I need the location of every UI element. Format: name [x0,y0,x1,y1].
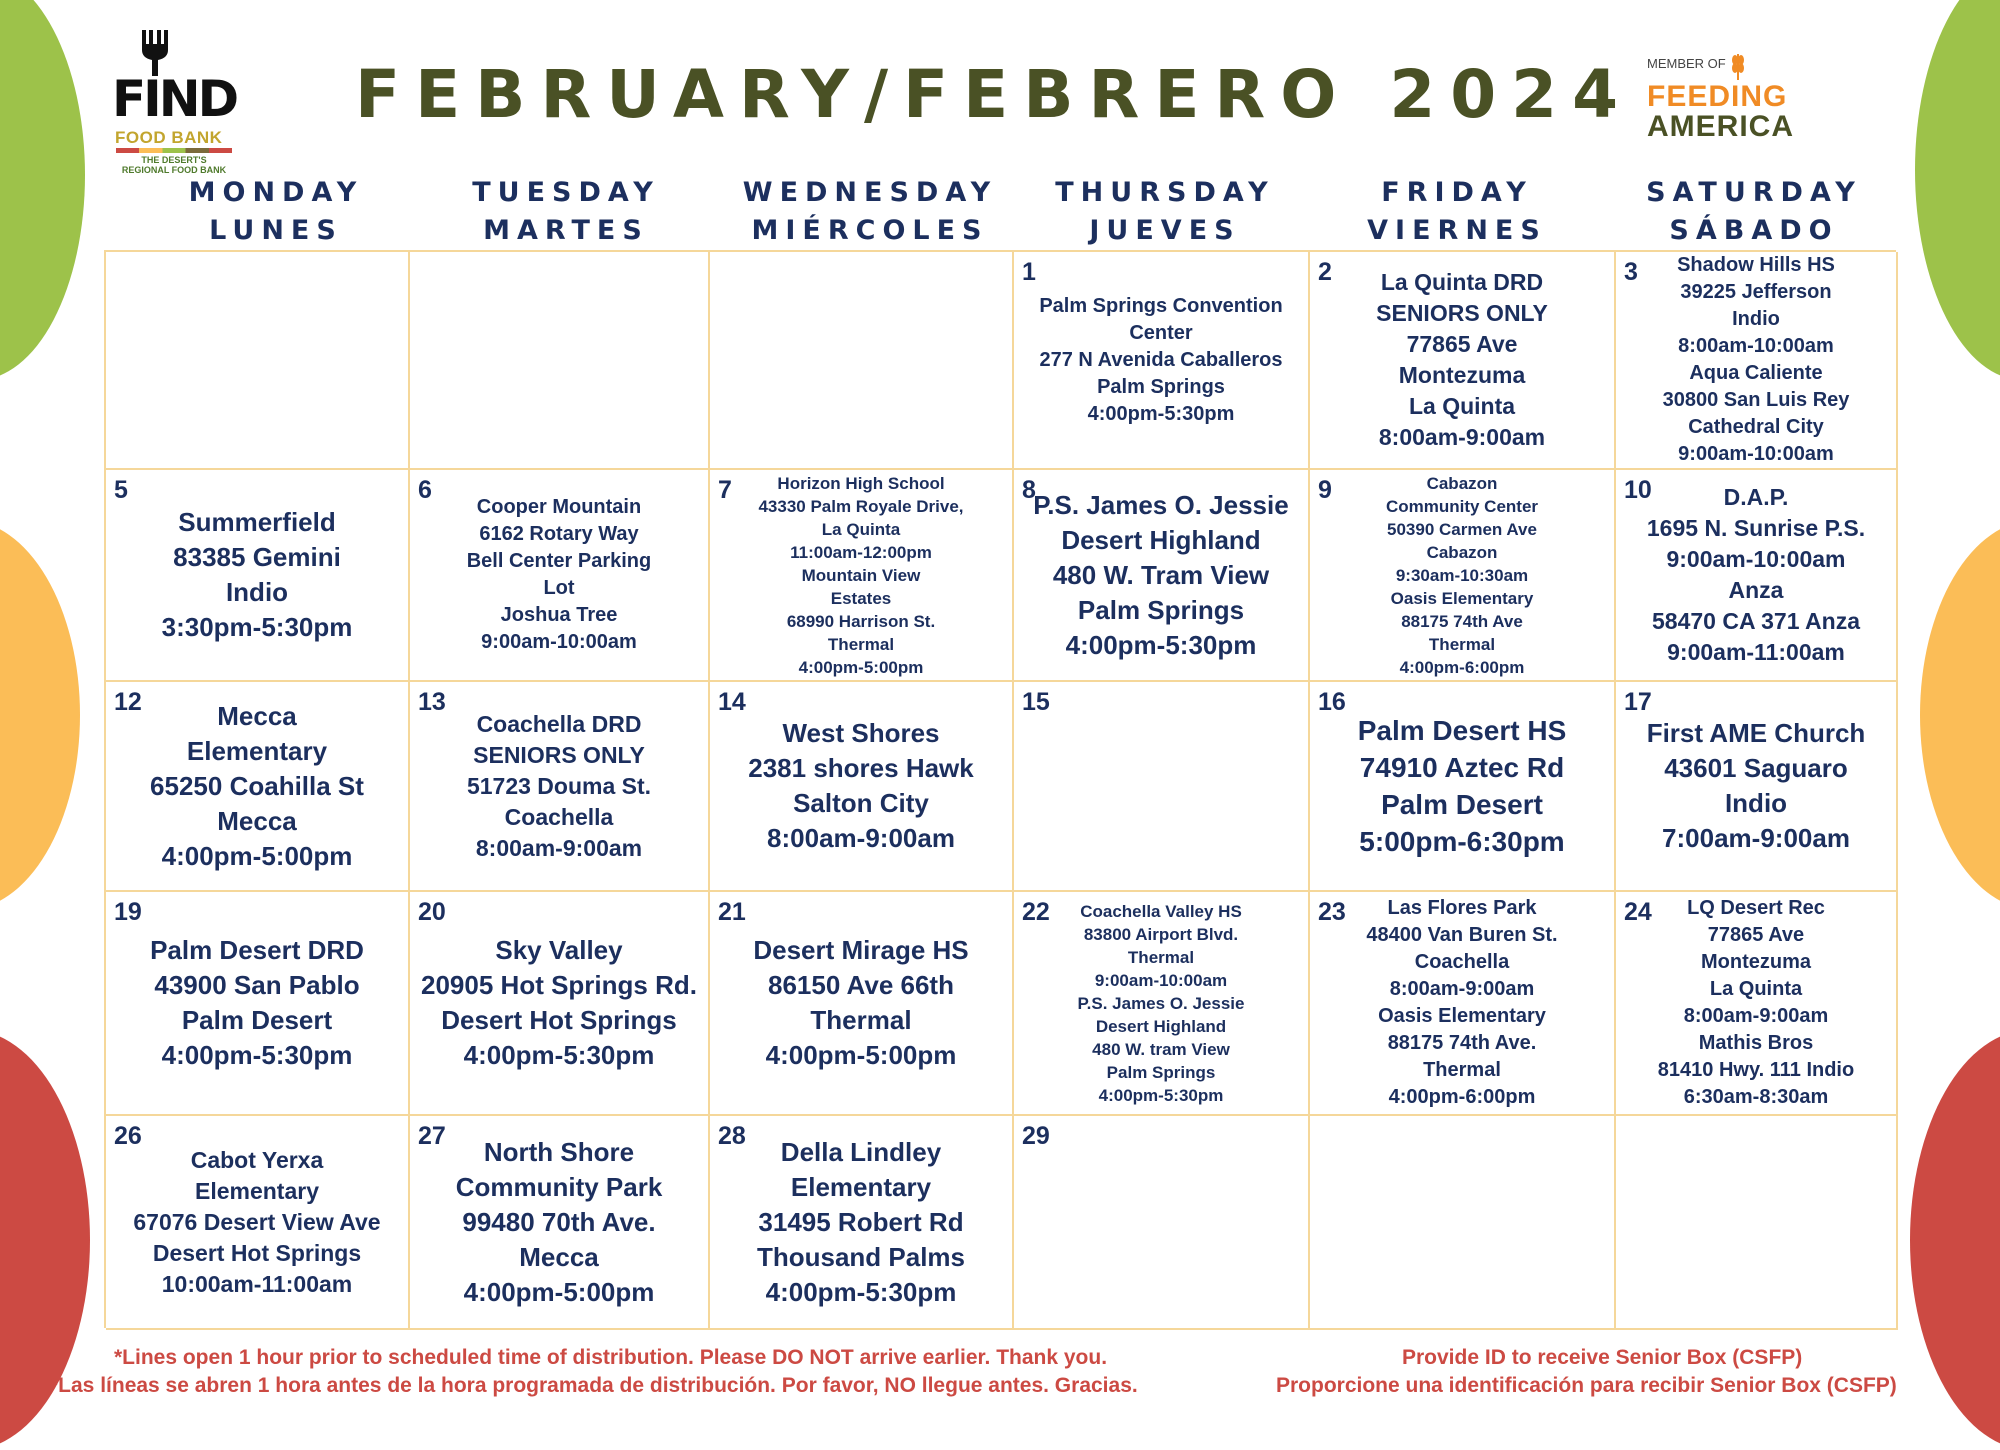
day-name-spanish: VIERNES [1367,215,1547,246]
day-name-spanish: LUNES [209,215,343,246]
detail-line: 8:00am-10:00am [1678,335,1834,357]
footer-note-english: *Lines open 1 hour prior to scheduled time of distribution. Please DO NOT arrive earlier. Thank you. [114,1346,1108,1369]
detail-line: Montezuma [1398,362,1526,388]
detail-line: Cooper Mountain [476,496,642,518]
detail-line: Thermal [1423,1059,1501,1081]
detail-line: Lot [543,577,575,599]
detail-line: Aqua Caliente [1689,362,1823,384]
detail-line: Elementary [790,1171,932,1202]
calendar-cell [710,682,1014,892]
detail-line: North Shore [483,1136,635,1167]
detail-line: Mecca [217,700,297,731]
detail-line: 86150 Ave 66th [768,970,954,1000]
detail-line: Palm Desert DRD [150,935,364,965]
day-header-monday [116,174,436,250]
detail-line: 9:00am-11:00am [1667,639,1845,665]
day-name-english: TUESDAY [472,177,660,208]
calendar-cell [1014,682,1310,892]
detail-line: D.A.P. [1723,484,1789,510]
detail-line: 4:00pm-5:30pm [1098,1085,1224,1105]
detail-line: 3:30pm-5:30pm [161,612,353,642]
calendar-cell [710,252,1014,470]
distribution-details [1310,892,1614,1114]
day-name-english: SATURDAY [1646,177,1862,208]
calendar-cell [410,682,710,892]
detail-line: Mecca [217,805,297,836]
detail-line: La Quinta [1709,978,1803,1000]
distribution-details [1616,892,1896,1114]
calendar-cell [106,1116,410,1330]
detail-line: 7:00am-9:00am [1662,823,1850,853]
day-name-english: FRIDAY [1381,177,1533,208]
detail-line: 4:00pm-5:00pm [798,657,924,677]
detail-line: 4:00pm-5:00pm [765,1040,957,1070]
detail-line: Desert Highland [1061,524,1261,555]
day-number: 1 [1022,258,1036,286]
distribution-details [1616,252,1896,468]
feeding-wordmark: FEEDING [1647,80,1788,113]
day-name-spanish: MARTES [483,215,649,246]
logo-color-stripe [116,148,232,153]
day-number: 29 [1022,1122,1050,1150]
detail-line: Salton City [793,788,929,818]
calendar-cell [410,252,710,470]
detail-line: 20905 Hot Springs Rd. [421,970,697,1000]
day-number: 13 [418,688,446,716]
detail-line: 8:00am-9:00am [767,823,955,853]
distribution-details [410,892,708,1114]
feeding-america-logo [1645,52,1805,142]
detail-line: 4:00pm-5:30pm [765,1276,957,1307]
detail-line: 11:00am-12:00pm [790,542,932,562]
decor-circle-green-left [0,0,85,380]
detail-line: Indio [1724,788,1788,818]
detail-line: 48400 Van Buren St. [1366,924,1558,946]
detail-line: Desert Hot Springs [152,1239,362,1266]
detail-line: Della Lindley [780,1136,942,1167]
detail-line: Palm Desert [1381,789,1543,820]
detail-line: 77865 Ave [1406,331,1518,357]
detail-line: 4:00pm-6:00pm [1388,1086,1536,1108]
detail-line: 6:30am-8:30am [1683,1086,1829,1108]
day-number: 14 [718,688,746,716]
detail-line: 88175 74th Ave [1401,611,1523,631]
distribution-details [1310,252,1614,468]
distribution-details [1014,252,1308,468]
detail-line: 10:00am-11:00am [161,1270,353,1297]
detail-line: First AME Church [1646,718,1866,748]
calendar-cell [710,470,1014,682]
day-number: 17 [1624,688,1652,716]
logo-tagline: THE DESERT'S REGIONAL FOOD BANK [121,155,227,175]
calendar-cell [1310,470,1616,682]
detail-line: Thermal [1428,634,1496,654]
detail-line: Mountain View [801,565,921,585]
detail-line: 9:00am-10:00am [1666,546,1846,572]
distribution-details [106,892,408,1114]
detail-line: Elementary [186,735,328,766]
detail-line: Montezuma [1701,951,1811,973]
calendar-cell [1616,1116,1898,1330]
detail-line: West Shores [782,718,940,748]
detail-line: Center [1129,321,1193,344]
detail-line: 5:00pm-6:30pm [1359,826,1565,857]
calendar-cell [1310,892,1616,1116]
day-number: 21 [718,898,746,926]
detail-line: Thousand Palms [756,1241,966,1272]
detail-line: Sky Valley [495,935,623,965]
decor-circle-green-right [1915,0,2000,380]
detail-line: 8:00am-9:00am [475,834,643,861]
detail-line: Las Flores Park [1387,897,1537,919]
detail-line: LQ Desert Rec [1687,897,1825,919]
detail-line: SENIORS ONLY [1376,300,1548,326]
wheat-icon [1730,52,1746,80]
day-header-thursday [1005,174,1325,250]
calendar-cell [1014,892,1310,1116]
detail-line: Coachella Valley HS [1080,901,1242,921]
detail-line: 43900 San Pablo [154,970,360,1000]
calendar-cell [106,682,410,892]
detail-line: 77865 Ave [1707,924,1805,946]
distribution-details [410,470,708,680]
calendar-cell [1014,252,1310,470]
detail-line: P.S. James O. Jessie [1033,489,1289,520]
day-number: 16 [1318,688,1346,716]
detail-line: 4:00pm-6:00pm [1399,657,1525,677]
day-number: 20 [418,898,446,926]
detail-line: 58470 CA 371 Anza [1652,608,1860,634]
detail-line: 277 N Avenida Caballeros [1039,348,1283,371]
day-number: 26 [114,1122,142,1150]
distribution-details [410,682,708,890]
detail-line: Desert Highland [1095,1016,1227,1036]
calendar-cell [1014,1116,1310,1330]
day-header-saturday [1594,174,1914,250]
detail-line: Joshua Tree [500,604,618,626]
distribution-details [106,470,408,680]
calendar-grid [104,250,1896,1328]
detail-line: Thermal [810,1005,912,1035]
detail-line: Palm Desert [181,1005,333,1035]
detail-line: 4:00pm-5:00pm [463,1276,655,1307]
day-number: 27 [418,1122,446,1150]
detail-line: 2381 shores Hawk [748,753,974,783]
distribution-details [1616,682,1896,890]
day-number: 5 [114,476,128,504]
day-number: 9 [1318,476,1332,504]
detail-line: 6162 Rotary Way [479,523,639,545]
detail-line: 65250 Coahilla St [150,770,364,801]
distribution-details [710,1116,1012,1328]
detail-line: Indio [1732,308,1780,330]
detail-line: Thermal [827,634,895,654]
calendar-cell [1014,470,1310,682]
detail-line: 99480 70th Ave. [462,1206,656,1237]
detail-line: 9:00am-10:00am [1678,443,1834,465]
detail-line: 83800 Airport Blvd. [1083,924,1239,944]
calendar-cell [106,892,410,1116]
calendar-cell [1310,682,1616,892]
detail-line: Indio [225,577,289,607]
calendar-cell [710,892,1014,1116]
detail-line: Oasis Elementary [1378,1005,1546,1027]
distribution-details [410,1116,708,1328]
detail-line: La Quinta DRD [1380,269,1544,295]
distribution-details [1616,470,1896,680]
detail-line: Mathis Bros [1698,1032,1814,1054]
detail-line: Horizon High School [777,473,945,493]
detail-line: Cabazon [1426,542,1498,562]
calendar-cell [410,470,710,682]
detail-line: 74910 Aztec Rd [1359,752,1565,783]
detail-line: Coachella DRD [476,710,642,737]
detail-line: 8:00am-9:00am [1389,978,1535,1000]
detail-line: 1695 N. Sunrise P.S. [1646,515,1866,541]
calendar-cell [1616,252,1898,470]
detail-line: 8:00am-9:00am [1378,424,1546,450]
page-title: FEBRUARY/FEBRERO 2024 [355,56,1634,133]
detail-line: La Quinta [1408,393,1516,419]
detail-line: 480 W. Tram View [1052,559,1270,590]
detail-line: 43601 Saguaro [1664,753,1848,783]
detail-line: 9:00am-10:00am [1094,970,1228,990]
day-number: 28 [718,1122,746,1150]
detail-line: La Quinta [821,519,901,539]
detail-line: 68990 Harrison St. [786,611,936,631]
detail-line: 31495 Robert Rd [758,1206,964,1237]
distribution-details [710,892,1012,1114]
member-of-label: MEMBER OF [1647,56,1726,71]
detail-line: Thermal [1127,947,1195,967]
detail-line: Palm Springs Convention [1039,294,1283,317]
calendar-cell [1616,470,1898,682]
footer-id-spanish: Proporcione una identificación para recibir Senior Box (CSFP) [1276,1374,1897,1397]
detail-line: 480 W. tram View [1092,1039,1230,1059]
find-wordmark: FIND [112,70,237,128]
detail-line: 83385 Gemini [173,542,341,572]
day-header-friday [1297,174,1617,250]
detail-line: Community Park [455,1171,663,1202]
food-bank-wordmark: FOOD BANK [115,128,223,147]
detail-line: 4:00pm-5:00pm [161,840,353,871]
distribution-details [1014,892,1308,1114]
day-name-english: THURSDAY [1055,177,1275,208]
day-header-wednesday [710,174,1030,250]
calendar-cell [1310,1116,1616,1330]
distribution-details [710,470,1012,680]
day-number: 22 [1022,898,1050,926]
detail-line: Elementary [194,1177,319,1204]
day-number: 24 [1624,898,1652,926]
detail-line: Desert Mirage HS [753,935,969,965]
detail-line: Anza [1728,577,1784,603]
detail-line: Summerfield [178,507,336,537]
detail-line: Estates [830,588,892,608]
detail-line: Cathedral City [1688,416,1824,438]
calendar-cell [1616,682,1898,892]
detail-line: SENIORS ONLY [473,741,645,768]
find-food-bank-logo [112,30,242,175]
day-name-english: WEDNESDAY [742,177,998,208]
calendar-cell [106,470,410,682]
day-number: 12 [114,688,142,716]
day-number: 15 [1022,688,1050,716]
detail-line: Palm Springs [1106,1062,1216,1082]
detail-line: 9:00am-10:00am [481,631,637,653]
distribution-details [106,1116,408,1328]
day-number: 10 [1624,476,1652,504]
decor-circle-orange-right [1920,520,2000,910]
detail-line: 8:00am-9:00am [1683,1005,1829,1027]
calendar-cell [1616,892,1898,1116]
calendar-cell [710,1116,1014,1330]
detail-line: Palm Desert HS [1357,715,1567,746]
detail-line: Shadow Hills HS [1677,254,1835,276]
day-number: 3 [1624,258,1638,286]
day-number: 7 [718,476,732,504]
distribution-details [1310,682,1614,890]
detail-line: 51723 Douma St. [466,772,652,799]
day-name-english: MONDAY [188,177,364,208]
detail-line: 50390 Carmen Ave [1387,519,1537,539]
decor-circle-orange-left [0,520,80,910]
distribution-details [106,682,408,890]
detail-line: 9:30am-10:30am [1395,565,1529,585]
distribution-details [710,682,1012,890]
day-header-tuesday [406,174,726,250]
detail-line: Desert Hot Springs [441,1005,677,1035]
decor-circle-red-right [1910,1030,2000,1450]
detail-line: P.S. James O. Jessie [1077,993,1245,1013]
calendar-cell [106,252,410,470]
day-name-spanish: SÁBADO [1669,215,1839,246]
detail-line: 67076 Desert View Ave [133,1208,381,1235]
calendar-cell [410,892,710,1116]
detail-line: 4:00pm-5:30pm [1087,402,1235,425]
detail-line: 4:00pm-5:30pm [463,1040,655,1070]
calendar-cell [1310,252,1616,470]
detail-line: 39225 Jefferson [1680,281,1832,303]
day-number: 6 [418,476,432,504]
day-name-spanish: JUEVES [1089,215,1241,246]
detail-line: Coachella [1414,951,1510,973]
detail-line: Community Center [1385,496,1539,516]
detail-line: 4:00pm-5:30pm [161,1040,353,1070]
footer-note-spanish: *Las líneas se abren 1 hora antes de la hora programada de distribución. Por favor, NO llegue antes. Gracias. [50,1374,1138,1397]
detail-line: Cabot Yerxa [190,1146,324,1173]
day-name-spanish: MIÉRCOLES [751,215,989,246]
detail-line: Bell Center Parking [466,550,652,572]
detail-line: 88175 74th Ave. [1387,1032,1537,1054]
america-wordmark: AMERICA [1647,110,1794,143]
detail-line: Cabazon [1426,473,1498,493]
detail-line: 30800 San Luis Rey [1662,389,1850,411]
detail-line: Palm Springs [1097,375,1225,398]
detail-line: Palm Springs [1077,594,1245,625]
day-number: 2 [1318,258,1332,286]
distribution-details [1310,470,1614,680]
day-number: 19 [114,898,142,926]
detail-line: 4:00pm-5:30pm [1065,629,1257,660]
day-number: 8 [1022,476,1036,504]
detail-line: Coachella [504,803,614,830]
detail-line: 43330 Palm Royale Drive, [758,496,964,516]
detail-line: Mecca [519,1241,599,1272]
detail-line: 81410 Hwy. 111 Indio [1657,1059,1855,1081]
calendar-cell [410,1116,710,1330]
day-number: 23 [1318,898,1346,926]
distribution-details [1014,470,1308,680]
footer-id-english: Provide ID to receive Senior Box (CSFP) [1402,1346,1803,1369]
detail-line: Oasis Elementary [1390,588,1534,608]
